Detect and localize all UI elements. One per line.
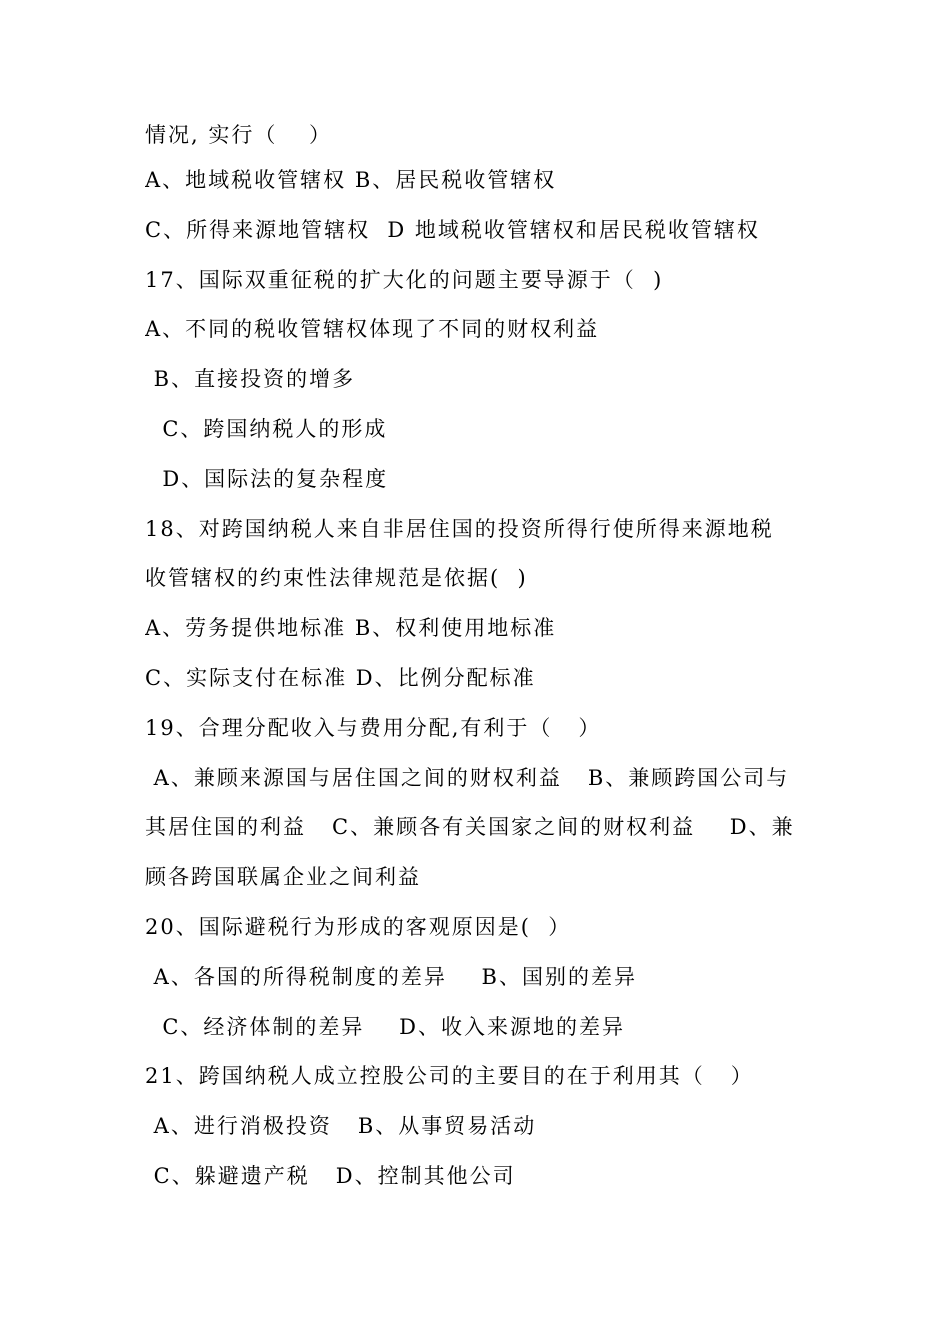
question-19: 19、合理分配收入与费用分配,有利于（ ）	[145, 715, 602, 740]
option-line: A、兼顾来源国与居住国之间的财权利益 B、兼顾跨国公司与	[145, 765, 790, 790]
option-line: 其居住国的利益 C、兼顾各有关国家之间的财权利益 D、兼	[145, 815, 795, 840]
option-line: A、进行消极投资 B、从事贸易活动	[145, 1114, 537, 1139]
text-line: C、所得来源地管辖权 D 地域税收管辖权和居民税收管辖权	[145, 217, 760, 242]
option-line: A、不同的税收管辖权体现了不同的财权利益	[145, 317, 600, 342]
option-line: D、国际法的复杂程度	[145, 466, 389, 491]
option-line: C、躲避遗产税 D、控制其他公司	[145, 1163, 516, 1188]
question-21: 21、跨国纳税人成立控股公司的主要目的在于利用其（ ）	[145, 1064, 754, 1089]
text-line: 收管辖权的约束性法律规范是依据( )	[145, 566, 528, 591]
question-18: 18、对跨国纳税人来自非居住国的投资所得行使所得来源地税	[145, 516, 774, 541]
question-20: 20、国际避税行为形成的客观原因是( ）	[145, 914, 572, 939]
option-line: C、实际支付在标准 D、比例分配标准	[145, 665, 536, 690]
question-17: 17、国际双重征税的扩大化的问题主要导源于（ )	[145, 267, 664, 292]
option-line: C、跨国纳税人的形成	[145, 416, 388, 441]
text-line: A、地域税收管辖权 B、居民税收管辖权	[145, 168, 557, 192]
text-line: 情况, 实行（ ）	[145, 123, 333, 147]
option-line: A、各国的所得税制度的差异 B、国别的差异	[145, 964, 637, 989]
question-text-block	[145, 114, 815, 1202]
option-line: B、直接投资的增多	[145, 367, 356, 392]
option-line: C、经济体制的差异 D、收入来源地的差异	[145, 1014, 625, 1039]
option-line: 顾各跨国联属企业之间利益	[145, 865, 421, 890]
option-line: A、劳务提供地标准 B、权利使用地标准	[145, 616, 557, 641]
